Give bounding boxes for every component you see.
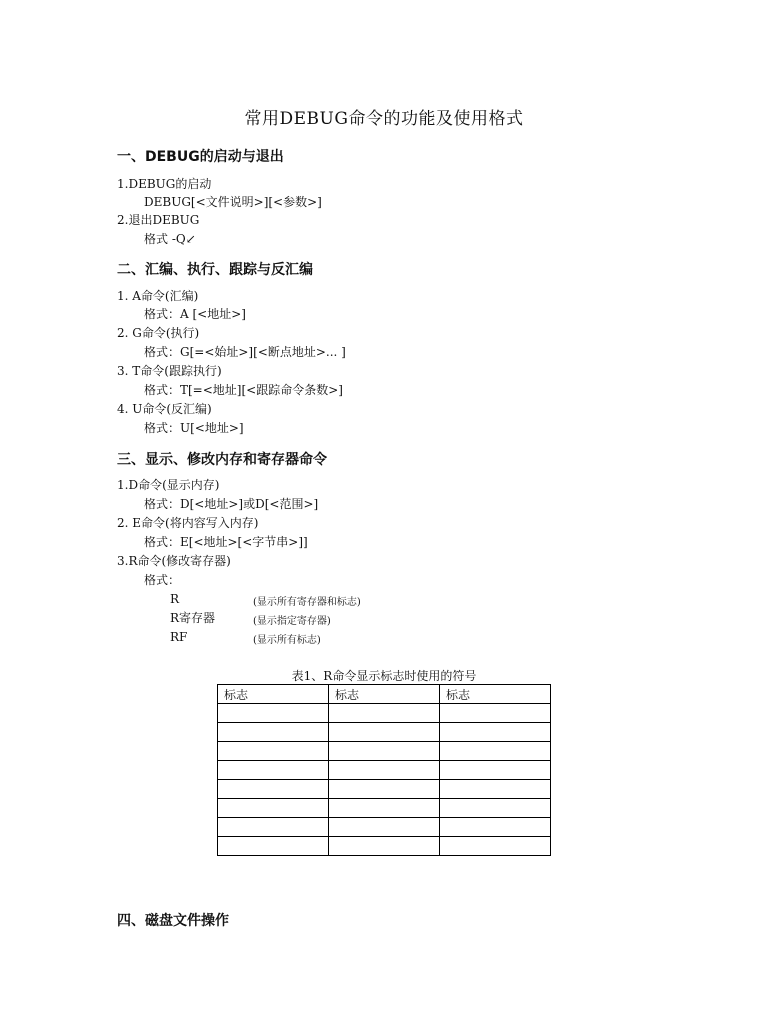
table-row (218, 818, 551, 837)
table-row (218, 780, 551, 799)
section-heading-memory-registers: 三、显示、修改内存和寄存器命令 (117, 452, 327, 468)
format-e-command: 格式：E[<地址>[<字节串>]] (144, 535, 308, 549)
table-cell (329, 818, 440, 837)
table-row (218, 799, 551, 818)
item-e-command: 2. E命令(将内容写入内存) (117, 516, 259, 530)
item-debug-exit: 2.退出DEBUG (117, 213, 200, 227)
table-cell (329, 837, 440, 856)
table-cell (329, 761, 440, 780)
table-body (218, 704, 551, 856)
r-form-command: R寄存器 (170, 611, 216, 625)
table-row (218, 742, 551, 761)
r-form-command: RF (170, 630, 188, 644)
table-header-row (218, 685, 551, 704)
table-header-cell: 标志 (440, 685, 551, 704)
table-row (218, 761, 551, 780)
table-cell (440, 761, 551, 780)
table-cell (440, 799, 551, 818)
table-cell (440, 818, 551, 837)
table-row (218, 704, 551, 723)
format-u-command: 格式：U[<地址>] (144, 421, 244, 435)
format-d-command: 格式：D[<地址>]或D[<范围>] (144, 497, 319, 511)
table-cell (440, 837, 551, 856)
format-debug-start: DEBUG[<文件说明>][<参数>] (144, 195, 322, 209)
section-heading-disk-files: 四、磁盘文件操作 (117, 913, 229, 929)
table-cell (329, 723, 440, 742)
section-heading-startup-exit: 一、DEBUG的启动与退出 (117, 149, 284, 165)
format-r-command-label: 格式： (144, 573, 181, 587)
format-a-command: 格式：A [<地址>] (144, 307, 246, 321)
r-form-note: (显示所有标志) (253, 635, 321, 646)
table-cell (218, 723, 329, 742)
r-form-note: (显示指定寄存器) (253, 616, 331, 627)
r-form-command: R (170, 592, 180, 606)
table-header-cell: 标志 (218, 685, 329, 704)
item-u-command: 4. U命令(反汇编) (117, 402, 212, 416)
table-cell (329, 780, 440, 799)
table-cell (329, 742, 440, 761)
table-cell (218, 742, 329, 761)
table-cell (218, 799, 329, 818)
table-cell (218, 761, 329, 780)
table-cell (440, 780, 551, 799)
item-d-command: 1.D命令(显示内存) (117, 478, 220, 492)
flags-table (217, 684, 551, 856)
format-t-command: 格式：T[=<地址][<跟踪命令条数>] (144, 383, 343, 397)
item-debug-start: 1.DEBUG的启动 (117, 177, 212, 191)
table-cell (329, 799, 440, 818)
table-cell (440, 704, 551, 723)
table-cell (218, 780, 329, 799)
table-cell (218, 837, 329, 856)
table-cell (329, 704, 440, 723)
section-heading-assemble-execute: 二、汇编、执行、跟踪与反汇编 (117, 262, 313, 278)
format-g-command: 格式：G[=<始址>][<断点地址>... ] (144, 345, 346, 359)
table-cell (218, 704, 329, 723)
item-a-command: 1. A命令(汇编) (117, 289, 199, 303)
r-form-note: (显示所有寄存器和标志) (253, 597, 361, 608)
table-cell (440, 742, 551, 761)
table-cell (440, 723, 551, 742)
table-header-cell: 标志 (329, 685, 440, 704)
table-row (218, 837, 551, 856)
item-r-command: 3.R命令(修改寄存器) (117, 554, 231, 568)
table-cell (218, 818, 329, 837)
table-row (218, 723, 551, 742)
item-t-command: 3. T命令(跟踪执行) (117, 364, 222, 378)
table-caption: 表1、R命令显示标志时使用的符号 (291, 669, 477, 683)
format-debug-exit: 格式 -Q↙ (144, 232, 196, 246)
item-g-command: 2. G命令(执行) (117, 326, 200, 340)
page-title: 常用DEBUG命令的功能及使用格式 (244, 109, 524, 129)
